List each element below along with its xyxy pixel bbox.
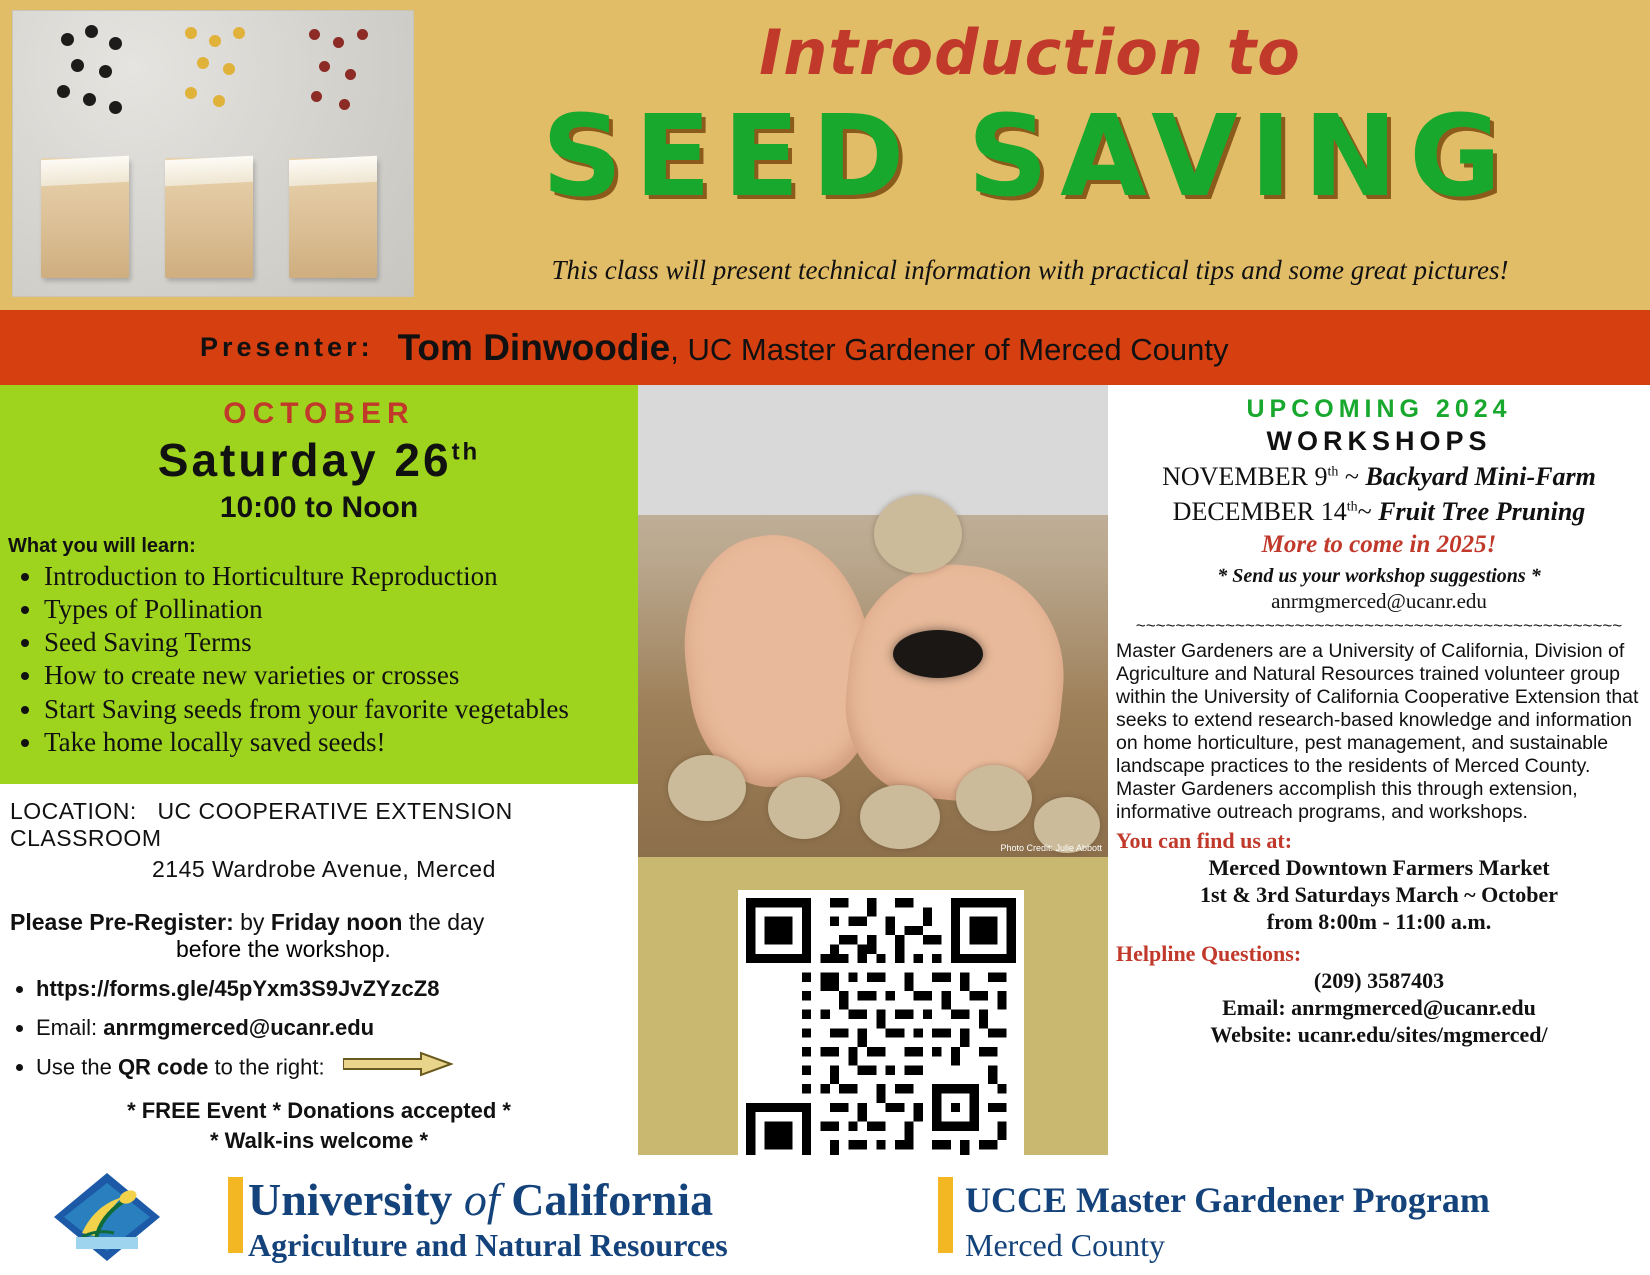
seed-dot [319,61,330,72]
find-us-line: from 8:00m - 11:00 a.m. [1266,909,1492,934]
seed-head [874,495,962,573]
presenter-bar [0,310,1650,385]
seed-dot [185,27,197,39]
prereg-suffix: the day [402,909,485,935]
seed-dot [333,37,344,48]
workshop-day-suffix: th [1346,499,1358,515]
qr-code-image[interactable] [746,898,1016,1168]
workshop-title: Fruit Tree Pruning [1378,497,1586,526]
location-address: 2145 Wardrobe Avenue, Merced [152,856,496,882]
event-time: 10:00 to Noon [219,491,419,524]
more-to-come-note: More to come in 2025! [1261,531,1497,558]
uc-anr-logo-icon [52,1171,162,1263]
qr-instruction-prefix: Use the [36,1054,118,1080]
workshop-day-suffix: th [1327,464,1339,480]
qr-instruction-bold: QR code [117,1054,209,1080]
seed-bag-black [41,158,129,278]
registration-options-list [0,973,638,1086]
gold-divider-bar-left [228,1177,243,1253]
seed-dot [61,33,74,46]
seed-dot [185,87,197,99]
seed-dot [339,99,350,110]
ucce-program-line-2: Merced County [965,1227,1165,1263]
list-item: • Introduction to Horticulture Reproduction [44,562,638,591]
seed-dot [309,29,320,40]
find-us-line: 1st & 3rd Saturdays March ~ October [1199,882,1559,907]
seed-dot [109,101,122,114]
presenter-name [398,327,1229,369]
presenter-role-text: , UC Master Gardener of Merced County [670,331,1229,367]
find-us-line: Merced Downtown Farmers Market [1208,855,1550,880]
helpline-email[interactable]: Email: anrmgmerced@ucanr.edu [1222,995,1536,1020]
location-registration-panel [0,790,638,1153]
seed-dot [213,95,225,107]
upcoming-heading: UPCOMING 2024 [1246,395,1512,423]
workshop-month: NOVEMBER [1162,462,1308,491]
prereg-label: Please Pre-Register: [10,909,234,935]
prereg-line [10,909,638,936]
event-month: OCTOBER [223,397,415,430]
seed-dot [99,65,112,78]
workshops-heading: WORKSHOPS [1266,426,1492,456]
seed-head [956,765,1032,831]
seed-head [768,777,840,839]
qr-code-block[interactable] [738,890,1024,1176]
seed-dot [83,93,96,106]
seed-dot [223,63,235,75]
email-label: Email: [36,1014,98,1040]
list-item-form-link[interactable] [36,973,638,1005]
event-details-panel [0,385,638,784]
flyer-subtitle: This class will present technical information with practical tips and some great pictures! [551,255,1509,285]
find-us-label: You can find us at: [1116,828,1293,853]
seed-dot [71,59,84,72]
flyer-eyebrow-title: Introduction to [759,16,1301,89]
workshop-row [1108,462,1650,492]
right-info-column [1108,385,1650,1155]
workshop-month: DECEMBER [1172,497,1315,526]
hands-with-seeds-photo [638,385,1108,857]
seed-dot [85,25,98,38]
prereg-deadline: Friday noon [270,909,403,935]
qr-instruction-suffix: to the right: [208,1054,325,1080]
learn-heading: What you will learn: [8,535,196,557]
prereg-line-2: before the workshop. [176,936,391,962]
flyer-main-title: SEED SAVING [541,92,1514,222]
seed-dot [57,85,70,98]
presenter-label: Presenter: [200,332,374,362]
workshop-title: Backyard Mini-Farm [1365,462,1596,491]
ucce-program-line-1: UCCE Master Gardener Program [965,1180,1490,1220]
registration-email[interactable]: anrmgmerced@ucanr.edu [103,1014,375,1040]
workshop-sep: ~ [1338,462,1366,491]
arrow-right-icon [343,1051,453,1086]
divider: ~~~~~~~~~~~~~~~~~~~~~~~~~~~~~~~~~~~~~~~~~~~~~~~~~ [1135,616,1623,635]
workshop-sep: ~ [1357,497,1379,526]
list-item: • Types of Pollination [44,595,638,624]
presenter-name-text: Tom Dinwoodie [397,326,671,368]
seed-bag-yellow [165,158,253,278]
center-column [638,385,1108,1155]
uc-anr-of: of [463,1174,500,1225]
location-venue: UC COOPERATIVE EXTENSION CLASSROOM [10,798,513,851]
gold-divider-bar-right [938,1177,953,1253]
seed-dot [233,27,245,39]
footer [0,1155,1650,1275]
location-line [10,798,638,852]
list-item-qr [36,1051,638,1086]
list-item: • How to create new varieties or crosses [44,661,638,690]
helpline-phone: (209) 3587403 [1313,968,1445,993]
list-item: • Start Saving seeds from your favorite vegetables [44,695,638,724]
workshop-row [1108,497,1650,527]
event-day-suffix: th [451,438,481,466]
event-day-text: Saturday 26 [157,434,452,486]
learn-list [0,562,638,757]
suggestions-email[interactable]: anrmgmerced@ucanr.edu [1271,589,1487,613]
registration-form-url[interactable]: https://forms.gle/45pYxm3S9JvZYzcZ8 [36,976,440,1001]
about-master-gardeners: Master Gardeners are a University of California, Division of Agriculture and Natural Resources trained volunteer group within the University of California Cooperative Extension that seeks to extend research-based knowledge and information on home horticulture, pest management, and sustainable landscape practices to the residents of Merced County. Master Gardeners accomplish this through extension, informative outreach programs, and workshops. [1116,640,1639,823]
photo-credit: Photo Credit: Julie Abbott [1000,843,1102,853]
workshop-day: 9 [1314,462,1328,491]
free-event-note: * FREE Event * Donations accepted * [127,1097,511,1123]
helpline-website[interactable]: Website: ucanr.edu/sites/mgmerced/ [1210,1022,1548,1047]
prereg-mid: by [233,909,271,935]
event-day [0,433,638,487]
location-label: LOCATION: [10,798,137,824]
uc-anr-line-2: Agriculture and Natural Resources [248,1227,728,1263]
seed-dot [357,29,368,40]
seed-packets-photo [12,10,414,297]
uc-anr-california: California [499,1174,714,1225]
seed-head [668,755,746,821]
uc-anr-university: University [248,1174,464,1225]
list-item: • Seed Saving Terms [44,628,638,657]
seed-dot [109,37,122,50]
header-banner [0,0,1650,310]
seed-dot [197,57,209,69]
seed-bag-red [289,158,377,278]
uc-anr-line-1 [248,1173,713,1226]
seed-pile [893,630,983,678]
workshop-day: 14 [1320,497,1347,526]
seed-dot [209,35,221,47]
list-item: • Take home locally saved seeds! [44,728,638,757]
list-item-email[interactable] [36,1012,638,1044]
photo-shirt-area [638,385,1108,515]
seed-head [860,785,940,849]
seed-dot [311,91,322,102]
helpline-label: Helpline Questions: [1116,941,1302,966]
seed-dot [345,69,356,80]
walkins-note: * Walk-ins welcome * [209,1127,429,1153]
suggestions-note: * Send us your workshop suggestions * [1217,565,1541,587]
